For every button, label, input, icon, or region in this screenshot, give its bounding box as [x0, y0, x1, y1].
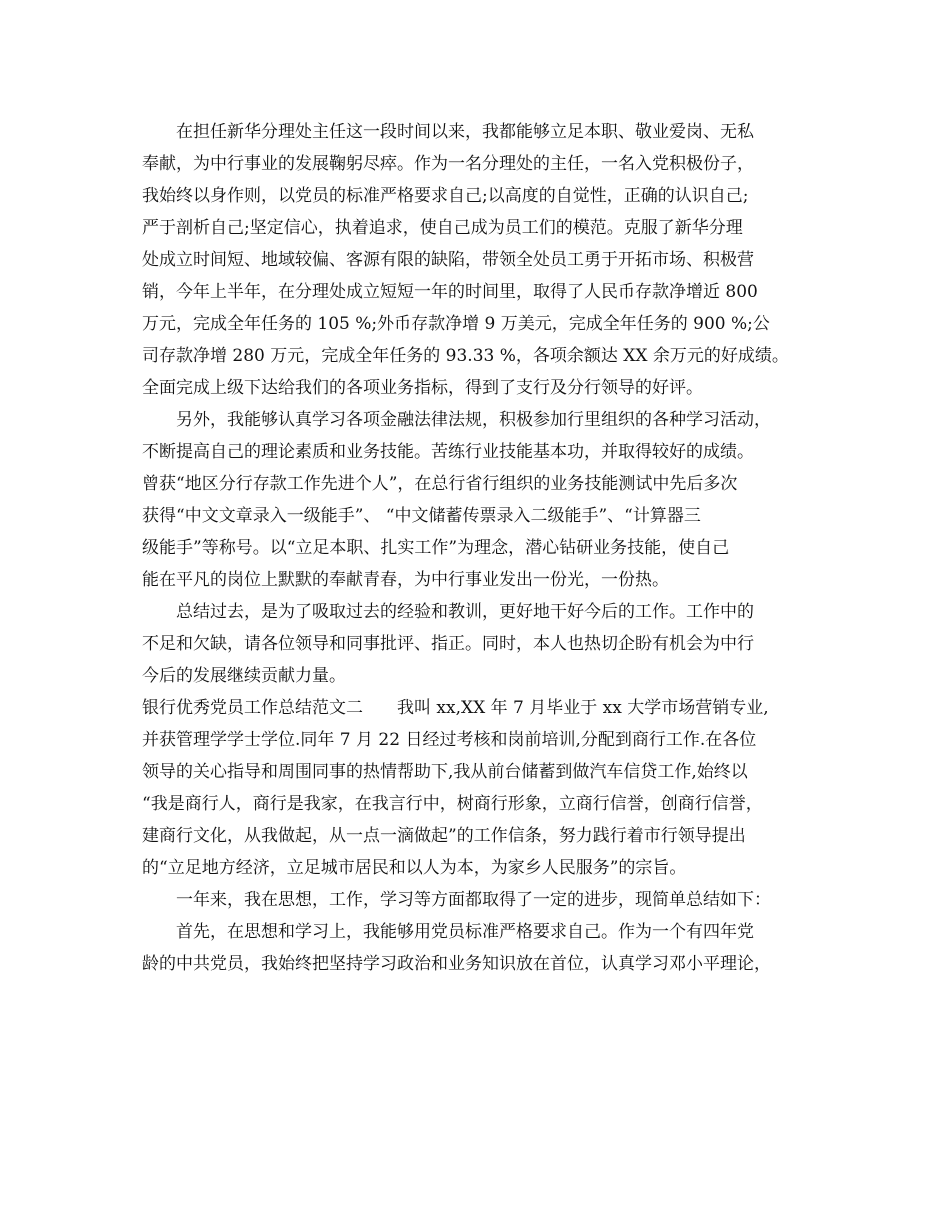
paragraph-line: 总结过去，是为了吸取过去的经验和教训，更好地干好今后的工作。工作中的 [176, 602, 754, 622]
paragraph-line: 并获管理学学士学位.同年 7 月 22 日经过考核和岗前培训,分配到商行工作.在各位 [142, 730, 757, 750]
paragraph-line: 另外，我能够认真学习各项金融法律法规，积极参加行里组织的各种学习活动， [176, 410, 771, 430]
paragraph-line: 级能手”等称号。以“立足本职、扎实工作”为理念，潜心钻研业务技能，使自己 [142, 538, 730, 558]
paragraph-line: 处成立时间短、地域较偏、客源有限的缺陷，带领全处员工勇于开拓市场、积极营 [142, 250, 754, 270]
paragraph-line: 龄的中共党员，我始终把坚持学习政治和业务知识放在首位，认真学习邓小平理论， [142, 954, 771, 974]
paragraph-line: 全面完成上级下达给我们的各项业务指标，得到了支行及分行领导的好评。 [142, 378, 703, 398]
section-heading-line: 银行优秀党员工作总结范文二 我叫 xx,XX 年 7 月毕业于 xx 大学市场营销专业, [142, 698, 769, 718]
paragraph-line: 不足和欠缺，请各位领导和同事批评、指正。同时，本人也热切企盼有机会为中行 [142, 634, 754, 654]
paragraph-line: 的“立足地方经济，立足城市居民和以人为本，为家乡人民服务”的宗旨。 [142, 858, 687, 878]
document-body [142, 116, 822, 980]
paragraph-line: 销，今年上半年，在分理处成立短短一年的时间里，取得了人民币存款净增近 800 [142, 282, 758, 302]
paragraph-line: 曾获“地区分行存款工作先进个人”，在总行省行组织的业务技能测试中先后多次 [142, 474, 738, 494]
paragraph-line: 一年来，我在思想，工作，学习等方面都取得了一定的进步，现简单总结如下： [176, 890, 771, 910]
paragraph-line: 建商行文化，从我做起，从一点一滴做起”的工作信条，努力践行着市行领导提出 [142, 826, 746, 846]
paragraph-line: 获得“中文文章录入一级能手”、 “中文储蓄传票录入二级能手”、“计算器三 [142, 506, 701, 526]
paragraph-line: 首先，在思想和学习上，我能够用党员标准严格要求自己。作为一个有四年党 [176, 922, 754, 942]
paragraph-line: 在担任新华分理处主任这一段时间以来，我都能够立足本职、敬业爱岗、无私 [176, 122, 754, 142]
paragraph-line: 严于剖析自己;坚定信心，执着追求，使自己成为员工们的模范。克服了新华分理 [142, 218, 743, 238]
paragraph-line: 今后的发展继续贡献力量。 [142, 666, 346, 686]
paragraph-line: 奉献，为中行事业的发展鞠躬尽瘁。作为一名分理处的主任，一名入党积极份子， [142, 154, 754, 174]
paragraph-line: 领导的关心指导和周围同事的热情帮助下,我从前台储蓄到做汽车信贷工作,始终以 [142, 762, 748, 782]
paragraph-line: 不断提高自己的理论素质和业务技能。苦练行业技能基本功，并取得较好的成绩。 [142, 442, 754, 462]
paragraph-line: 能在平凡的岗位上默默的奉献青春，为中行事业发出一份光，一份热。 [142, 570, 669, 590]
paragraph-line: 司存款净增 280 万元，完成全年任务的 93.33 %，各项余额达 XX 余万元的好成绩。 [142, 346, 789, 366]
paragraph-line: “我是商行人，商行是我家，在我言行中，树商行形象，立商行信誉，创商行信誉， [142, 794, 763, 814]
paragraph-line: 万元，完成全年任务的 105 %;外币存款净增 9 万美元，完成全年任务的 900 %;公 [142, 314, 770, 334]
paragraph-line: 我始终以身作则，以党员的标准严格要求自己;以高度的自觉性，正确的认识自己; [142, 186, 749, 206]
